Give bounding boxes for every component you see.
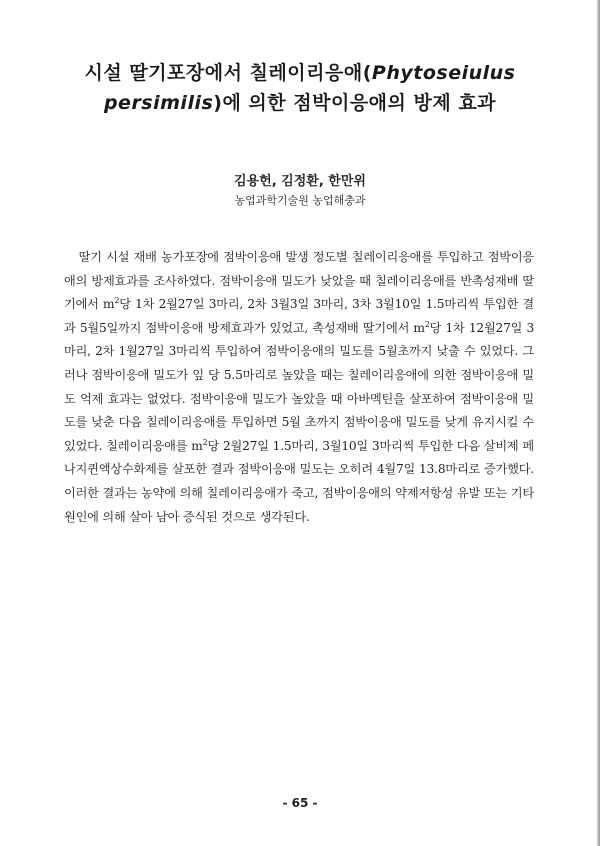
- affiliation: 농업과학기술원 농업해충과: [234, 194, 366, 207]
- page-number: - 65 -: [282, 796, 318, 810]
- paper-title: [40, 58, 560, 118]
- title-text-korean-1: 시설 딸기포장에서 칠레이리응애(: [84, 62, 372, 84]
- superscript-squared-1: 2: [114, 296, 120, 306]
- title-species-name: Phytoseiulus persimilis: [103, 62, 516, 114]
- title-text-korean-2: )에 의한 점박이응애의 방제 효과: [213, 92, 497, 114]
- superscript-squared-2: 2: [424, 319, 430, 329]
- abstract-segment-4: 당 2월27일 1.5마리, 3월10일 3마리씩 투입한 다음 살비제 페나지퀸액상수화제를 살포한 결과 점박이응애 밀도는 오히려 4월7일 13.8마리로 증가했다. 이러한 결과는 농약에 의해 칠레이리응애가 죽고, 점박이응애의 약제저항성 유발 또는 기타 원인에 의해 살아 남아 증식된 것으로 생각된다.: [64, 438, 534, 524]
- authors: 김용헌, 김정환, 한만위: [234, 174, 366, 189]
- abstract-segment-2: 당 1차 2월27일 3마리, 2차 3월3일 3마리, 3차 3월10일 1.5마리씩 투입한 결과 5월5일까지 점박이응애 방제효과가 있었고, 촉성재배 딸기에서 m: [64, 297, 534, 335]
- abstract-body: [64, 246, 534, 529]
- superscript-squared-3: 2: [202, 437, 208, 447]
- abstract-segment-3: 당 1차 12월27일 3마리, 2차 1월27일 3마리씩 투입하여 점박이응애의 밀도를 5월초까지 낮출 수 있었다. 그러나 점박이응애 밀도가 잎 당 5.5마리로 높았을 때는 칠레이리응애에 의한 점박이응애 밀도 억제 효과는 없었다. 점박이응애 밀도가 높았을 때 아바멕틴을 살포하여 점박이응애 밀도를 낮춘 다음 칠레이리응애를 투입하면 5월 초까지 점박이응애 밀도를 낮게 유지시킬 수 있었다. 칠레이리응애를 m: [64, 320, 535, 453]
- abstract-segment-1: 딸기 시설 재배 농가포장에 점박이응애 발생 정도별 칠레이리응애를 투입하고 점박이응애의 방제효과를 조사하였다. 점박이응애 밀도가 낮았을 때 칠레이리응애를 반촉성재배 딸기에서 m: [64, 250, 534, 312]
